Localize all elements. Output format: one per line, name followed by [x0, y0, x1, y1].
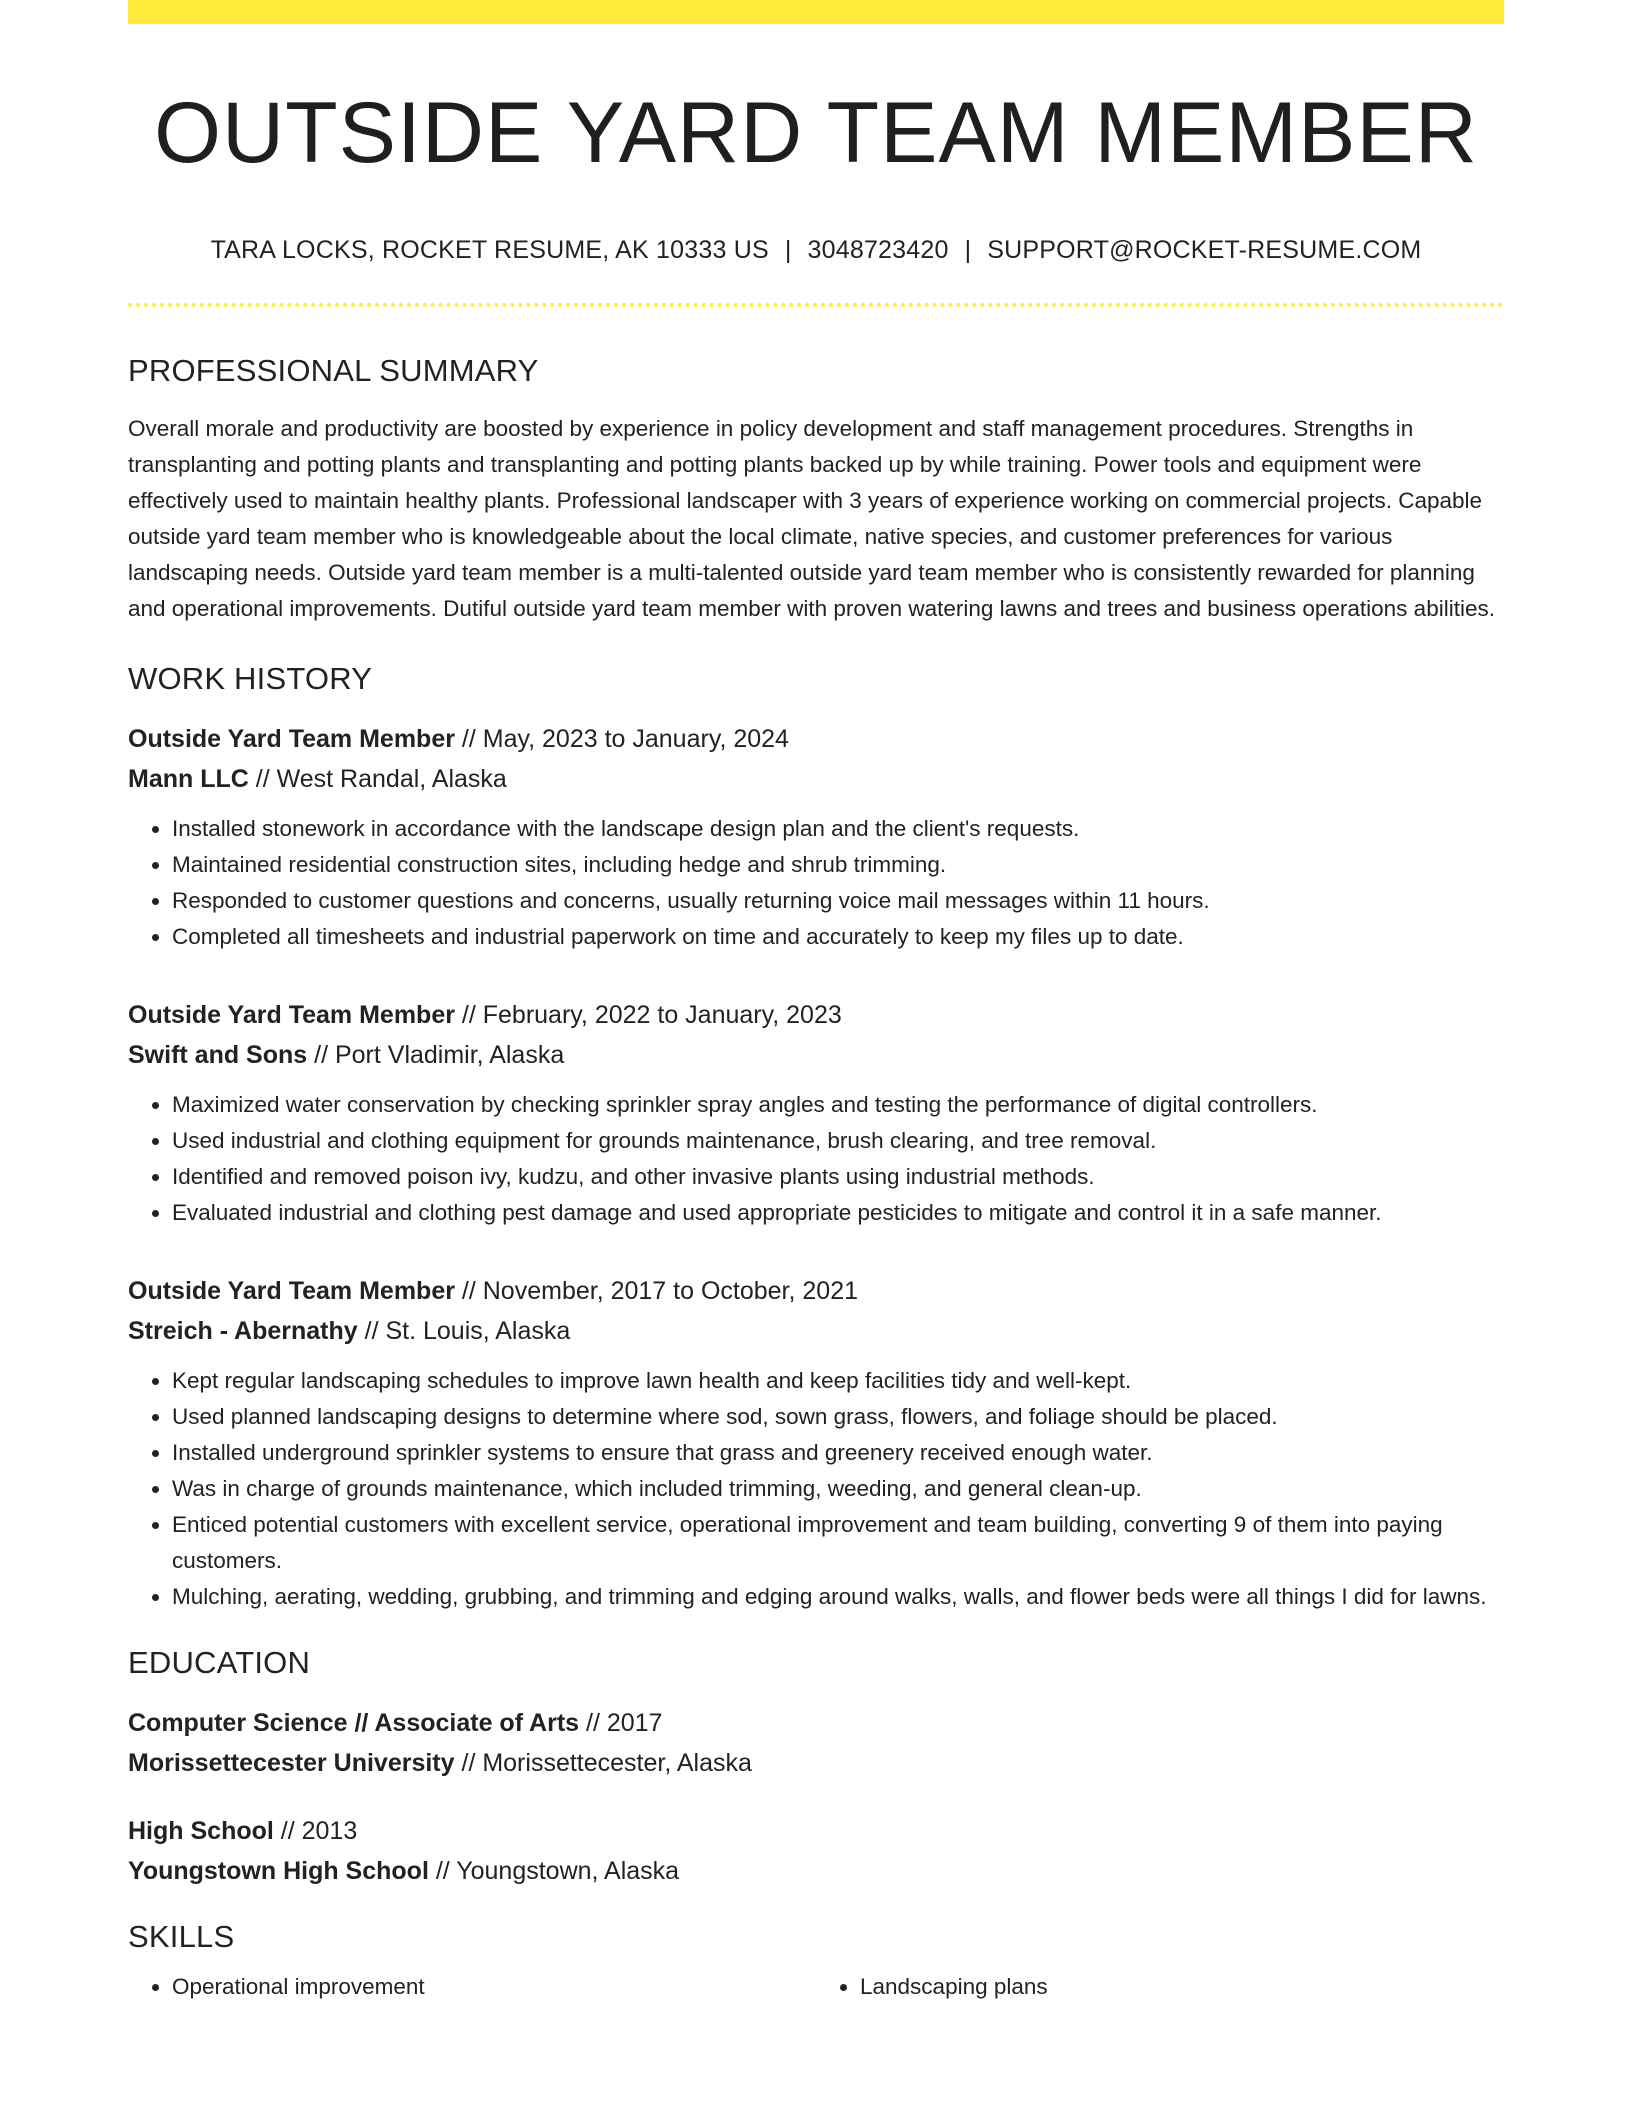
education-year: // 2017 [579, 1708, 663, 1737]
skill-item: • Operational improvement [172, 1969, 816, 2005]
job-employer-line [128, 1311, 1504, 1351]
education-school-line [128, 1743, 1504, 1783]
dotted-divider [128, 303, 1504, 307]
job-role-line [128, 1271, 1504, 1311]
job-employer: Swift and Sons [128, 1040, 308, 1069]
job-employer: Streich - Abernathy [128, 1316, 358, 1345]
skills-column-right [816, 1969, 1504, 2005]
top-accent-bar [128, 0, 1504, 24]
job-bullet: • Mulching, aerating, wedding, grubbing, and trimming and edging around walks, walls, and flower beds were all things I did for lawns. [172, 1579, 1504, 1615]
education-school-line [128, 1851, 1504, 1891]
resume-page [128, 0, 1504, 2005]
job-role: Outside Yard Team Member [128, 724, 455, 753]
job-bullet: • Was in charge of grounds maintenance, which included trimming, weeding, and general clean-up. [172, 1471, 1504, 1507]
candidate-title: OUTSIDE YARD TEAM MEMBER [154, 85, 1478, 181]
contact-separator: | [784, 235, 792, 264]
work-history-heading: WORK HISTORY [128, 660, 373, 696]
job-bullet: • Maintained residential construction sites, including hedge and shrub trimming. [172, 847, 1504, 883]
job-dates: // February, 2022 to January, 2023 [454, 1000, 842, 1029]
contact-email: SUPPORT@ROCKET-RESUME.COM [987, 235, 1422, 264]
job-role: Outside Yard Team Member [128, 1276, 455, 1305]
education-degree-line [128, 1811, 1504, 1851]
job-entry [128, 719, 1504, 955]
job-location: // West Randal, Alaska [248, 764, 507, 793]
job-bullets [128, 1363, 1504, 1615]
job-employer-line [128, 1035, 1504, 1075]
education-entry [128, 1703, 1504, 1783]
education-degree: Computer Science // Associate of Arts [128, 1708, 580, 1737]
job-bullet: • Used planned landscaping designs to determine where sod, sown grass, flowers, and foliage should be placed. [172, 1399, 1504, 1435]
summary-heading: PROFESSIONAL SUMMARY [128, 352, 539, 388]
summary-text: Overall morale and productivity are boosted by experience in policy development and staff management procedures. Strengths in transplanting and potting plants and transplanting and potting plants backed up by while training. Power tools and equipment were effectively used to maintain healthy plants. Professional landscaper with 3 years of experience working on commercial projects. Capable outside yard team member who is knowledgeable about the local climate, native species, and customer preferences for various landscaping needs. Outside yard team member is a multi-talented outside yard team member who is consistently rewarded for planning and operational improvements. Dutiful outside yard team member with proven watering lawns and trees and business operations abilities. [128, 415, 1495, 621]
job-bullet: • Completed all timesheets and industrial paperwork on time and accurately to keep my files up to date. [172, 919, 1504, 955]
job-bullet: • Kept regular landscaping schedules to improve lawn health and keep facilities tidy and well-kept. [172, 1363, 1504, 1399]
job-bullet: • Installed stonework in accordance with the landscape design plan and the client's requests. [172, 811, 1504, 847]
job-bullet: • Identified and removed poison ivy, kudzu, and other invasive plants using industrial methods. [172, 1159, 1504, 1195]
education-heading: EDUCATION [128, 1644, 311, 1680]
job-entry [128, 995, 1504, 1231]
education-year: // 2013 [273, 1816, 358, 1845]
job-employer-line [128, 759, 1504, 799]
job-dates: // May, 2023 to January, 2024 [454, 724, 789, 753]
education-school: Morissettecester University [128, 1748, 455, 1777]
education-location: // Morissettecester, Alaska [454, 1748, 752, 1777]
job-bullet: • Enticed potential customers with excellent service, operational improvement and team building, converting 9 of them into paying customers. [172, 1507, 1504, 1579]
job-dates: // November, 2017 to October, 2021 [454, 1276, 858, 1305]
job-role-line [128, 995, 1504, 1035]
job-role-line [128, 719, 1504, 759]
job-location: // Port Vladimir, Alaska [307, 1040, 565, 1069]
job-role: Outside Yard Team Member [128, 1000, 455, 1029]
education-school: Youngstown High School [128, 1856, 429, 1885]
education-location: // Youngstown, Alaska [428, 1856, 680, 1885]
skills-heading: SKILLS [128, 1918, 235, 1954]
contact-line [128, 235, 1504, 265]
job-bullets [128, 1087, 1504, 1231]
job-employer: Mann LLC [128, 764, 249, 793]
job-location: // St. Louis, Alaska [357, 1316, 571, 1345]
job-bullet: • Responded to customer questions and concerns, usually returning voice mail messages within 11 hours. [172, 883, 1504, 919]
skills-column-left [128, 1969, 816, 2005]
education-entry [128, 1811, 1504, 1891]
job-bullet: • Installed underground sprinkler systems to ensure that grass and greenery received enough water. [172, 1435, 1504, 1471]
job-entry [128, 1271, 1504, 1615]
education-degree: High School [128, 1816, 274, 1845]
skill-item: • Landscaping plans [860, 1969, 1504, 2005]
job-bullet: • Maximized water conservation by checking sprinkler spray angles and testing the performance of digital controllers. [172, 1087, 1504, 1123]
skills-list [128, 1969, 1504, 2005]
contact-separator: | [964, 235, 972, 264]
education-degree-line [128, 1703, 1504, 1743]
job-bullets [128, 811, 1504, 955]
job-bullet: • Used industrial and clothing equipment for grounds maintenance, brush clearing, and tree removal. [172, 1123, 1504, 1159]
contact-phone: 3048723420 [807, 235, 949, 264]
contact-address: TARA LOCKS, ROCKET RESUME, AK 10333 US [210, 235, 769, 264]
job-bullet: • Evaluated industrial and clothing pest damage and used appropriate pesticides to mitigate and control it in a safe manner. [172, 1195, 1504, 1231]
